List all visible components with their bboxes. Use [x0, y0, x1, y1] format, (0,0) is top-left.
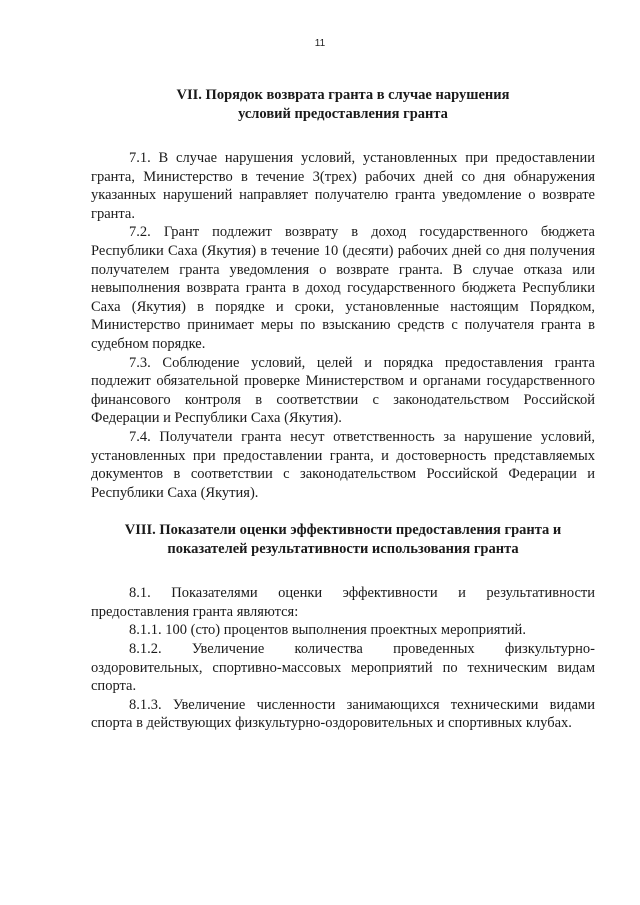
section-8 — [91, 521, 595, 733]
paragraph-7-1: 7.1. В случае нарушения условий, установленных при предоставлении гранта, Министерство в течение 3(трех) рабочих дней со дня обнаружения указанных нарушений направляет получателю гранта уведомление о возврате гранта. — [91, 150, 595, 222]
document-body — [91, 86, 595, 733]
spacer — [91, 559, 595, 584]
paragraph-8-1-3: 8.1.3. Увеличение численности занимающихся техническими видами спорта в действующих физкультурно-оздоровительных и спортивных клубах. — [91, 696, 595, 732]
section-8-title — [91, 521, 595, 559]
spacer — [91, 124, 595, 149]
section-7-title — [91, 86, 595, 124]
section-7 — [91, 86, 595, 502]
section-8-title-line-2: показателей результативности использования гранта — [167, 541, 519, 558]
paragraph-7-3: 7.3. Соблюдение условий, целей и порядка предоставления гранта подлежит обязательной проверке Министерством и органами государственного финансового контроля в соответствии с законодательством Российской Федерации и Республики Саха (Якутия). — [91, 354, 595, 427]
section-8-title-line-1: VIII. Показатели оценки эффективности предоставления гранта и — [124, 522, 562, 539]
page-number: 11 — [314, 38, 326, 49]
paragraph-8-1: 8.1. Показателями оценки эффективности и результативности предоставления гранта являются: — [91, 585, 595, 620]
spacer — [91, 502, 595, 521]
section-7-title-line-2: условий предоставления гранта — [238, 106, 448, 122]
paragraph-7-2: 7.2. Грант подлежит возврату в доход государственного бюджета Республики Саха (Якутия) в течение 10 (десяти) рабочих дней со дня получения получателем гранта уведомления о возврате гранта. В случае отказа или невыполнения возврата гранта в доход государственного бюджета Республики Саха (Якутия) в порядке и сроки, установленные настоящим Порядком, Министерство принимает меры по взысканию средств с получателя гранта в судебном порядке. — [91, 224, 595, 352]
paragraph-8-1-1: 8.1.1. 100 (сто) процентов выполнения проектных мероприятий. — [129, 622, 526, 639]
section-7-title-line-1: VII. Порядок возврата гранта в случае нарушения — [176, 87, 510, 103]
paragraph-8-1-2: 8.1.2. Увеличение количества проведенных физкультурно-оздоровительных, спортивно-массовых мероприятий по техническим видам спорта. — [91, 641, 595, 695]
paragraph-7-4: 7.4. Получатели гранта несут ответственность за нарушение условий, установленных при предоставлении гранта, и достоверность представляемых документов в соответствии с законодательством Российской Федерации и Республики Саха (Якутия). — [91, 428, 595, 501]
